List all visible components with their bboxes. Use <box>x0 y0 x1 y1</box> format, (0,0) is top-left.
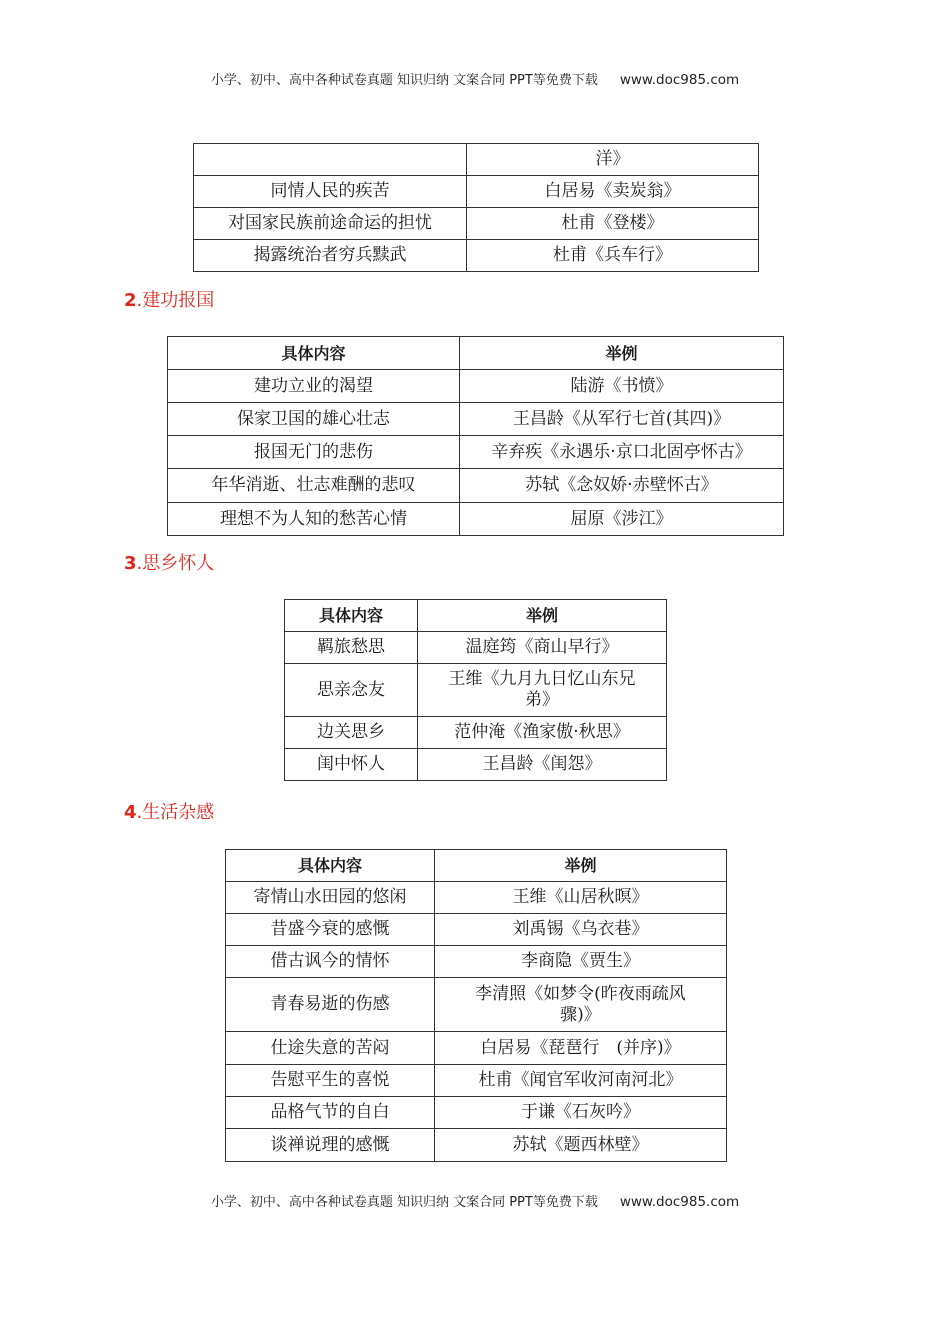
cell-content: 仕途失意的苦闷 <box>226 1032 435 1065</box>
section-number: 2 <box>124 290 137 311</box>
cell-content: 报国无门的悲伤 <box>168 436 460 469</box>
cell-example: 王昌龄《闺怨》 <box>418 749 667 781</box>
header-url-link[interactable]: www.doc985.com <box>619 72 740 88</box>
cell-content: 告慰平生的喜悦 <box>226 1065 435 1097</box>
cell-example: 陆游《书愤》 <box>460 370 784 403</box>
column-header: 举例 <box>460 337 784 370</box>
table-row <box>226 1065 727 1097</box>
cell-example: 王维《九月九日忆山东兄弟》 <box>418 664 667 717</box>
table-row <box>168 503 784 536</box>
column-header: 举例 <box>435 850 727 882</box>
table-row <box>285 749 667 781</box>
cell-content: 昔盛今衰的感慨 <box>226 914 435 946</box>
table-row <box>226 1097 727 1129</box>
column-header: 举例 <box>418 600 667 632</box>
table-header-row <box>226 850 727 882</box>
cell-example: 辛弃疾《永遇乐·京口北固亭怀古》 <box>460 436 784 469</box>
table-row <box>226 1129 727 1162</box>
section-number: 4 <box>124 802 137 823</box>
table-row <box>285 664 667 717</box>
cell-example: 杜甫《登楼》 <box>467 208 759 240</box>
cell-content: 羁旅愁思 <box>285 632 418 664</box>
cell-content: 揭露统治者穷兵黩武 <box>194 240 467 272</box>
section-heading-4 <box>124 798 214 824</box>
cell-example: 杜甫《兵车行》 <box>467 240 759 272</box>
cell-example: 白居易《卖炭翁》 <box>467 176 759 208</box>
table-row <box>285 632 667 664</box>
header-text: 小学、初中、高中各种试卷真题 知识归纳 文案合同 PPT等免费下载 <box>210 73 598 88</box>
table-row <box>285 717 667 749</box>
cell-content: 闺中怀人 <box>285 749 418 781</box>
table-section-4 <box>225 849 727 1162</box>
cell-example: 王维《山居秋暝》 <box>435 882 727 914</box>
table-row <box>168 370 784 403</box>
table-row <box>226 914 727 946</box>
cell-content: 品格气节的自白 <box>226 1097 435 1129</box>
cell-example: 李清照《如梦令(昨夜雨疏风骤)》 <box>435 978 727 1032</box>
cell-content: 理想不为人知的愁苦心情 <box>168 503 460 536</box>
cell-content: 思亲念友 <box>285 664 418 717</box>
column-header: 具体内容 <box>285 600 418 632</box>
table-section-2 <box>167 336 784 536</box>
cell-content <box>194 144 467 176</box>
cell-content: 同情人民的疾苦 <box>194 176 467 208</box>
cell-example: 王昌龄《从军行七首(其四)》 <box>460 403 784 436</box>
section-title: .建功报国 <box>136 290 215 311</box>
footer-text: 小学、初中、高中各种试卷真题 知识归纳 文案合同 PPT等免费下载 <box>210 1195 598 1210</box>
table-row <box>226 1032 727 1065</box>
table-row <box>226 978 727 1032</box>
section-title: .思乡怀人 <box>136 553 215 574</box>
table-header-row <box>168 337 784 370</box>
cell-content: 年华消逝、壮志难酬的悲叹 <box>168 469 460 503</box>
cell-example: 苏轼《念奴娇·赤壁怀古》 <box>460 469 784 503</box>
table-row <box>168 403 784 436</box>
cell-content: 边关思乡 <box>285 717 418 749</box>
cell-example: 屈原《涉江》 <box>460 503 784 536</box>
cell-example: 洋》 <box>467 144 759 176</box>
table-row <box>194 176 759 208</box>
section-heading-3 <box>124 549 214 575</box>
table-row <box>194 144 759 176</box>
cell-example: 苏轼《题西林壁》 <box>435 1129 727 1162</box>
table-continued <box>193 143 759 272</box>
cell-content: 建功立业的渴望 <box>168 370 460 403</box>
table-row <box>194 208 759 240</box>
table-section-3 <box>284 599 667 781</box>
footer-url-link[interactable]: www.doc985.com <box>619 1194 740 1210</box>
cell-example: 刘禹锡《乌衣巷》 <box>435 914 727 946</box>
column-header: 具体内容 <box>226 850 435 882</box>
cell-example: 范仲淹《渔家傲·秋思》 <box>418 717 667 749</box>
cell-example: 白居易《琵琶行 (并序)》 <box>435 1032 727 1065</box>
cell-example: 杜甫《闻官军收河南河北》 <box>435 1065 727 1097</box>
table-row <box>226 946 727 978</box>
table-row <box>168 469 784 503</box>
section-number: 3 <box>124 553 137 574</box>
table-row <box>168 436 784 469</box>
page-footer <box>0 1191 950 1210</box>
cell-content: 对国家民族前途命运的担忧 <box>194 208 467 240</box>
cell-example: 温庭筠《商山早行》 <box>418 632 667 664</box>
cell-example: 李商隐《贾生》 <box>435 946 727 978</box>
table-row <box>194 240 759 272</box>
cell-example: 于谦《石灰吟》 <box>435 1097 727 1129</box>
section-heading-2 <box>124 286 214 312</box>
column-header: 具体内容 <box>168 337 460 370</box>
cell-content: 青春易逝的伤感 <box>226 978 435 1032</box>
cell-content: 保家卫国的雄心壮志 <box>168 403 460 436</box>
cell-content: 寄情山水田园的悠闲 <box>226 882 435 914</box>
section-title: .生活杂感 <box>136 802 215 823</box>
cell-content: 借古讽今的情怀 <box>226 946 435 978</box>
table-row <box>226 882 727 914</box>
cell-content: 谈禅说理的感慨 <box>226 1129 435 1162</box>
page-header <box>0 69 950 88</box>
table-header-row <box>285 600 667 632</box>
